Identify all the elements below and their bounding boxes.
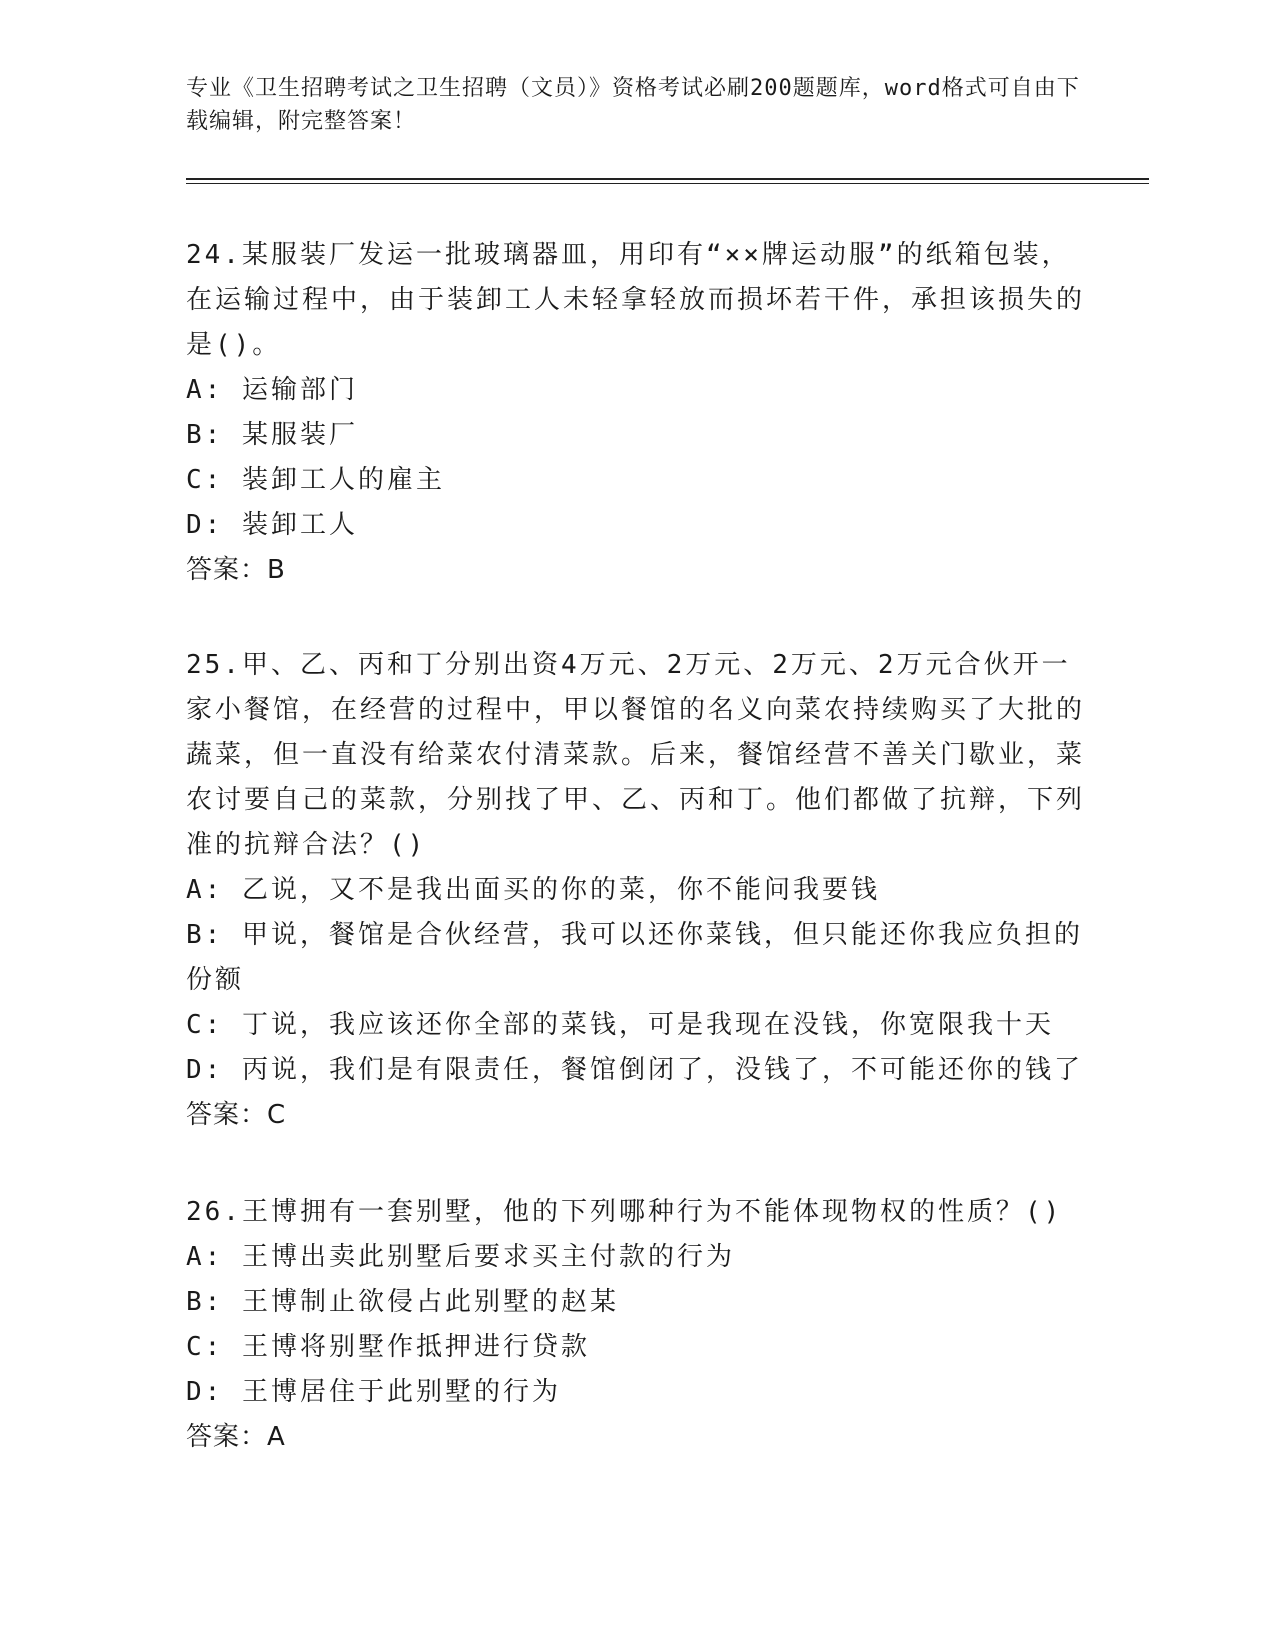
header-divider-thick: [186, 178, 1149, 180]
option-d: D: 王博居住于此别墅的行为: [186, 1377, 561, 1407]
answer: 答案：C: [186, 1100, 287, 1130]
option-b: B: 王博制止欲侵占此别墅的赵某: [186, 1287, 619, 1317]
option-d: D: 丙说，我们是有限责任，餐馆倒闭了，没钱了，不可能还你的钱了: [186, 1055, 1083, 1085]
question-24: [186, 233, 1086, 593]
question-25: [186, 643, 1086, 1138]
option-d: D: 装卸工人: [186, 510, 358, 540]
question-26: [186, 1190, 1086, 1460]
answer: 答案：B: [186, 555, 286, 585]
option-a: A: 运输部门: [186, 375, 358, 405]
option-b: B: 甲说，餐馆是合伙经营，我可以还你菜钱，但只能还你我应负担的份额: [186, 920, 1083, 995]
option-c: C: 王博将别墅作抵押进行贷款: [186, 1332, 590, 1362]
option-c: C: 丁说，我应该还你全部的菜钱，可是我现在没钱，你宽限我十天: [186, 1010, 1054, 1040]
option-b: B: 某服装厂: [186, 420, 358, 450]
header-divider-thin: [186, 183, 1149, 184]
answer: 答案：A: [186, 1422, 286, 1452]
question-stem: 25.甲、乙、丙和丁分别出资4万元、2万元、2万元、2万元合伙开一家小餐馆，在经营的过程中，甲以餐馆的名义向菜农持续购买了大批的蔬菜，但一直没有给菜农付清菜款。后来，餐馆经营不善关门歇业，菜农讨要自己的菜款，分别找了甲、乙、丙和丁。他们都做了抗辩，下列准的抗辩合法？(): [186, 650, 1086, 860]
question-stem: 24.某服装厂发运一批玻璃器皿，用印有“××牌运动服”的纸箱包装，在运输过程中，由于装卸工人未轻拿轻放而损坏若干件，承担该损失的是()。: [186, 240, 1086, 360]
option-c: C: 装卸工人的雇主: [186, 465, 445, 495]
question-stem: 26.王博拥有一套别墅，他的下列哪种行为不能体现物权的性质？(): [186, 1197, 1063, 1227]
option-a: A: 王博出卖此别墅后要求买主付款的行为: [186, 1242, 735, 1272]
document-header: 专业《卫生招聘考试之卫生招聘（文员）》资格考试必刷200题题库，word格式可自由下载编辑，附完整答案！: [186, 76, 1080, 134]
option-a: A: 乙说，又不是我出面买的你的菜，你不能问我要钱: [186, 875, 880, 905]
